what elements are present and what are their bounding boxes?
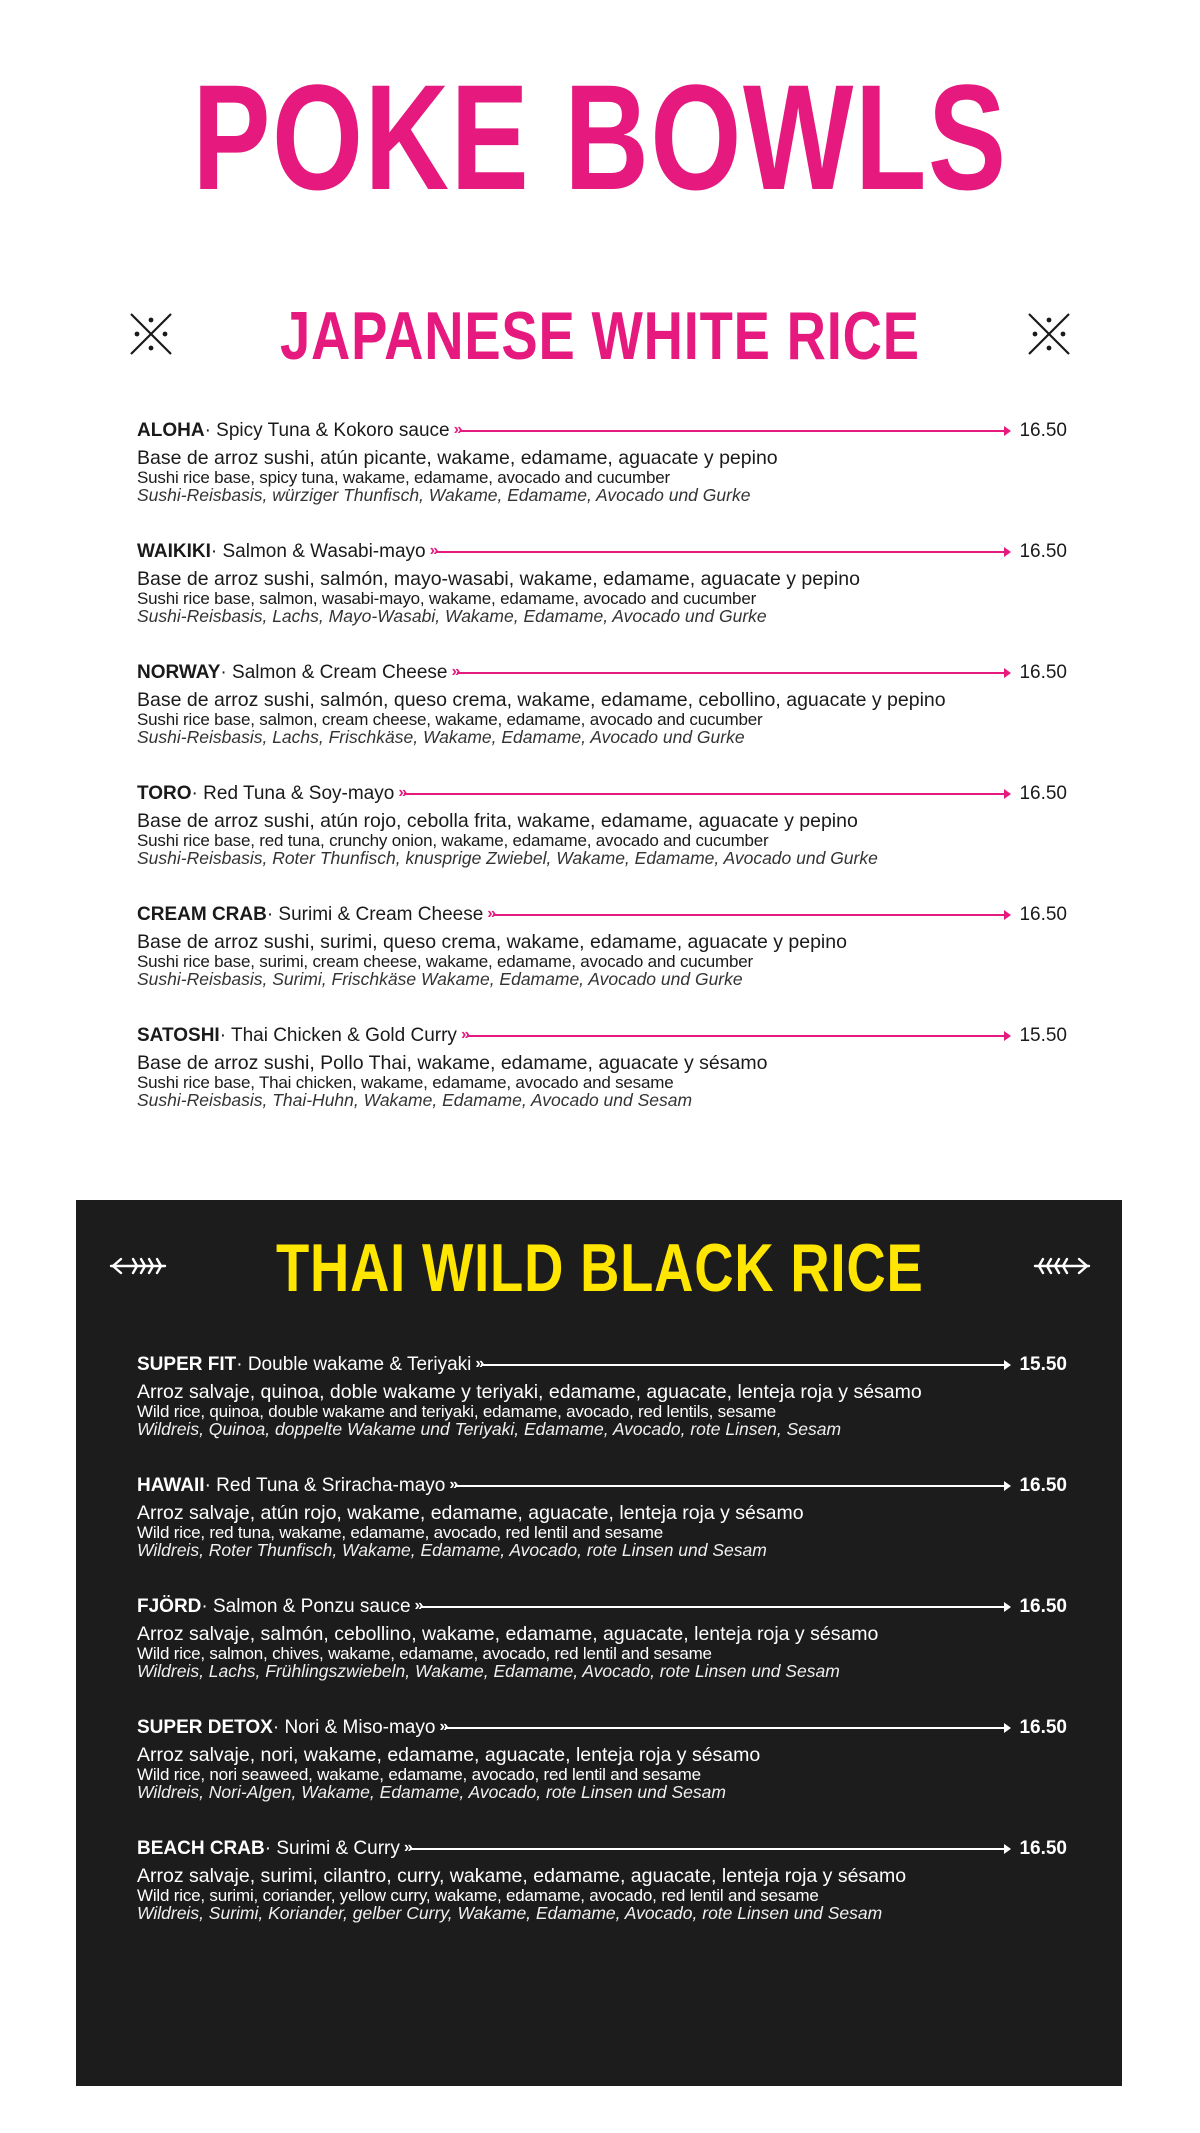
item-name: NORWAY xyxy=(137,662,221,683)
item-desc-es: Arroz salvaje, nori, wakame, edamame, aguacate, lenteja roja y sésamo xyxy=(137,1744,761,1766)
item-desc-es: Base de arroz sushi, atún rojo, cebolla frita, wakame, edamame, aguacate y pepino xyxy=(137,810,858,832)
leader-arrow xyxy=(445,1727,1009,1729)
wheat-icon xyxy=(1031,1254,1093,1283)
leader-arrow xyxy=(421,1606,1009,1608)
item-name: TORO xyxy=(137,783,192,804)
item-subtitle: · Surimi & Cream Cheese xyxy=(266,904,484,925)
section-heading-white-rice xyxy=(0,296,1200,376)
item-subtitle: · Salmon & Ponzu sauce xyxy=(201,1596,411,1617)
item-desc-en: Wild rice, red tuna, wakame, edamame, avocado, red lentil and sesame xyxy=(137,1523,663,1542)
item-desc-es: Base de arroz sushi, Pollo Thai, wakame, edamame, aguacate y sésamo xyxy=(137,1052,768,1074)
item-name: CREAM CRAB xyxy=(137,904,267,925)
item-desc-es: Base de arroz sushi, atún picante, wakame, edamame, aguacate y pepino xyxy=(137,447,778,469)
item-price: 16.50 xyxy=(1019,1475,1067,1496)
item-desc-es: Arroz salvaje, surimi, cilantro, curry, wakame, edamame, aguacate, lenteja roja y sésamo xyxy=(137,1865,907,1887)
section-heading-black-rice xyxy=(0,1228,1200,1308)
item-desc-en: Sushi rice base, spicy tuna, wakame, edamame, avocado and cucumber xyxy=(137,468,670,487)
item-desc-de: Sushi-Reisbasis, Surimi, Frischkäse Wakame, Edamame, Avocado und Gurke xyxy=(137,969,743,989)
item-desc-es: Arroz salvaje, atún rojo, wakame, edamame, aguacate, lenteja roja y sésamo xyxy=(137,1502,804,1524)
item-price: 15.50 xyxy=(1019,1354,1067,1375)
item-desc-de: Wildreis, Nori-Algen, Wakame, Edamame, Avocado, rote Linsen und Sesam xyxy=(137,1782,726,1802)
item-name: SATOSHI xyxy=(137,1025,220,1046)
menu-list-white-rice xyxy=(137,419,1067,1145)
wheat-icon xyxy=(107,1254,169,1283)
item-desc-en: Wild rice, salmon, chives, wakame, edamame, avocado, red lentil and sesame xyxy=(137,1644,712,1663)
menu-item xyxy=(137,1716,1067,1837)
item-subtitle: · Salmon & Wasabi-mayo xyxy=(210,541,426,562)
menu-item xyxy=(137,419,1067,540)
item-price: 16.50 xyxy=(1019,1717,1067,1738)
item-desc-es: Arroz salvaje, quinoa, doble wakame y teriyaki, edamame, aguacate, lenteja roja y sésamo xyxy=(137,1381,922,1403)
item-name: SUPER FIT xyxy=(137,1354,237,1375)
leader-arrow xyxy=(467,1035,1009,1037)
item-desc-de: Wildreis, Surimi, Koriander, gelber Curry, Wakame, Edamame, Avocado, rote Linsen und Sesam xyxy=(137,1903,883,1923)
item-desc-de: Wildreis, Quinoa, doppelte Wakame und Teriyaki, Edamame, Avocado, rote Linsen, Sesam xyxy=(137,1419,842,1439)
leader-arrow xyxy=(404,793,1009,795)
item-desc-es: Base de arroz sushi, surimi, queso crema, wakame, edamame, aguacate y pepino xyxy=(137,931,847,953)
item-desc-en: Wild rice, surimi, coriander, yellow curry, wakame, edamame, avocado, red lentil and sesame xyxy=(137,1886,819,1905)
menu-item xyxy=(137,661,1067,782)
menu-item xyxy=(137,1024,1067,1145)
item-desc-es: Arroz salvaje, salmón, cebollino, wakame, edamame, aguacate, lenteja roja y sésamo xyxy=(137,1623,879,1645)
item-desc-de: Sushi-Reisbasis, würziger Thunfisch, Wakame, Edamame, Avocado und Gurke xyxy=(137,485,751,505)
leader-arrow xyxy=(457,672,1009,674)
item-name: ALOHA xyxy=(137,420,205,441)
item-price: 16.50 xyxy=(1019,1596,1067,1617)
item-desc-en: Sushi rice base, salmon, wasabi-mayo, wakame, edamame, avocado and cucumber xyxy=(137,589,757,608)
item-desc-de: Sushi-Reisbasis, Lachs, Frischkäse, Wakame, Edamame, Avocado und Gurke xyxy=(137,727,745,747)
menu-item xyxy=(137,1595,1067,1716)
item-price: 16.50 xyxy=(1019,783,1067,804)
item-desc-en: Sushi rice base, salmon, cream cheese, wakame, edamame, avocado and cucumber xyxy=(137,710,763,729)
asterisk-cross-icon xyxy=(1026,311,1072,362)
item-subtitle: · Salmon & Cream Cheese xyxy=(220,662,448,683)
menu-item xyxy=(137,1837,1067,1958)
item-name: SUPER DETOX xyxy=(137,1717,273,1738)
leader-arrow xyxy=(460,430,1009,432)
leader-arrow xyxy=(481,1364,1009,1366)
item-price: 15.50 xyxy=(1019,1025,1067,1046)
item-name: HAWAII xyxy=(137,1475,205,1496)
item-desc-en: Sushi rice base, surimi, cream cheese, wakame, edamame, avocado and cucumber xyxy=(137,952,753,971)
section-heading-label: JAPANESE WHITE RICE xyxy=(280,298,920,374)
menu-item xyxy=(137,1353,1067,1474)
item-desc-de: Sushi-Reisbasis, Thai-Huhn, Wakame, Edamame, Avocado und Sesam xyxy=(137,1090,693,1110)
item-desc-es: Base de arroz sushi, salmón, queso crema, wakame, edamame, cebollino, aguacate y pepino xyxy=(137,689,946,711)
item-subtitle: · Thai Chicken & Gold Curry xyxy=(219,1025,457,1046)
item-subtitle: · Red Tuna & Sriracha-mayo xyxy=(204,1475,446,1496)
item-desc-es: Base de arroz sushi, salmón, mayo-wasabi, wakame, edamame, aguacate y pepino xyxy=(137,568,860,590)
asterisk-cross-icon xyxy=(128,311,174,362)
item-desc-en: Sushi rice base, red tuna, crunchy onion, wakame, edamame, avocado and cucumber xyxy=(137,831,769,850)
item-subtitle: · Surimi & Curry xyxy=(264,1838,400,1859)
menu-list-black-rice xyxy=(137,1353,1067,1958)
item-subtitle: · Red Tuna & Soy-mayo xyxy=(191,783,395,804)
item-subtitle: · Nori & Miso-mayo xyxy=(272,1717,436,1738)
leader-arrow xyxy=(436,551,1009,553)
item-desc-en: Sushi rice base, Thai chicken, wakame, edamame, avocado and sesame xyxy=(137,1073,674,1092)
item-desc-de: Wildreis, Lachs, Frühlingszwiebeln, Wakame, Edamame, Avocado, rote Linsen und Sesam xyxy=(137,1661,840,1681)
item-price: 16.50 xyxy=(1019,541,1067,562)
menu-item xyxy=(137,782,1067,903)
section-heading-label: THAI WILD BLACK RICE xyxy=(276,1230,924,1306)
item-desc-en: Wild rice, quinoa, double wakame and teriyaki, edamame, avocado, red lentils, sesame xyxy=(137,1402,776,1421)
menu-item xyxy=(137,903,1067,1024)
leader-arrow xyxy=(410,1848,1009,1850)
leader-arrow xyxy=(455,1485,1009,1487)
page-title: POKE BOWLS xyxy=(192,53,1008,221)
item-desc-de: Wildreis, Roter Thunfisch, Wakame, Edamame, Avocado, rote Linsen und Sesam xyxy=(137,1540,767,1560)
item-price: 16.50 xyxy=(1019,904,1067,925)
item-name: FJÖRD xyxy=(137,1596,202,1617)
item-subtitle: · Spicy Tuna & Kokoro sauce xyxy=(204,420,450,441)
item-price: 16.50 xyxy=(1019,1838,1067,1859)
item-name: BEACH CRAB xyxy=(137,1838,265,1859)
item-desc-en: Wild rice, nori seaweed, wakame, edamame, avocado, red lentil and sesame xyxy=(137,1765,701,1784)
menu-item xyxy=(137,1474,1067,1595)
item-name: WAIKIKI xyxy=(137,541,211,562)
item-price: 16.50 xyxy=(1019,420,1067,441)
item-desc-de: Sushi-Reisbasis, Lachs, Mayo-Wasabi, Wakame, Edamame, Avocado und Gurke xyxy=(137,606,767,626)
item-desc-de: Sushi-Reisbasis, Roter Thunfisch, knusprige Zwiebel, Wakame, Edamame, Avocado und Gurke xyxy=(137,848,878,868)
menu-item xyxy=(137,540,1067,661)
item-price: 16.50 xyxy=(1019,662,1067,683)
leader-arrow xyxy=(493,914,1009,916)
item-subtitle: · Double wakame & Teriyaki xyxy=(236,1354,472,1375)
